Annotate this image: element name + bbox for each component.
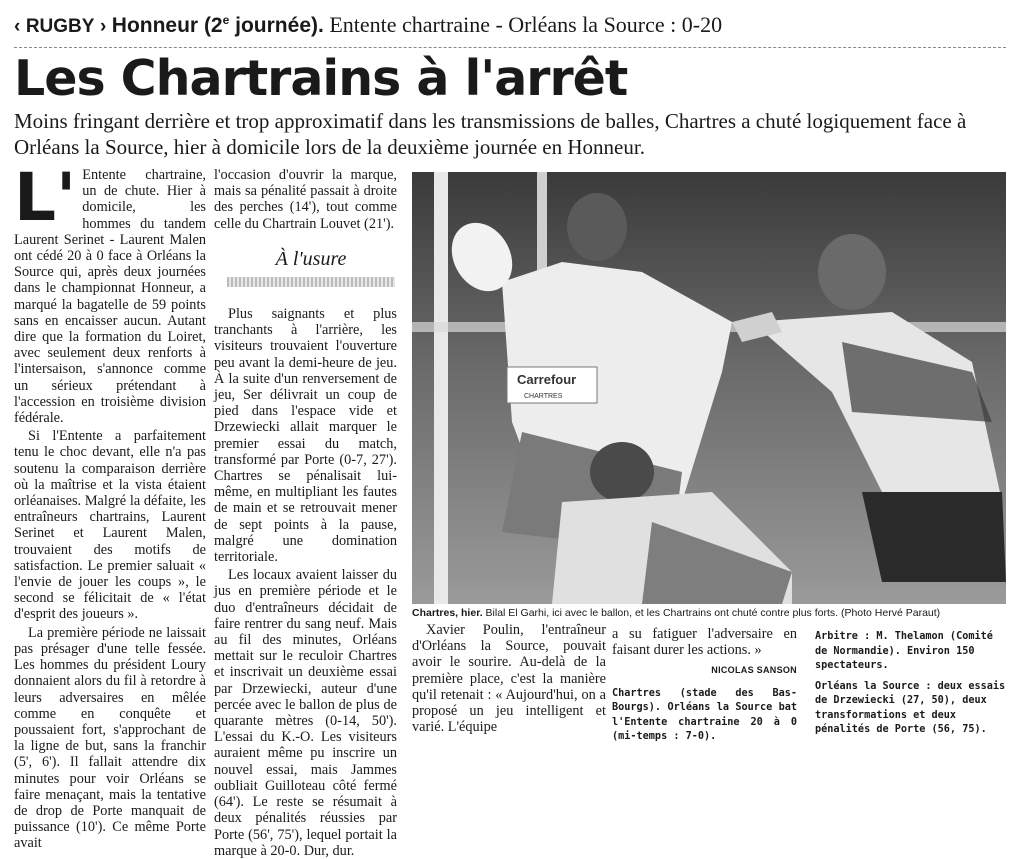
match-label: Entente chartraine - Orléans la Source : 0-20 [329,12,723,37]
match-facts [815,630,1010,744]
paragraph: Si l'Entente a parfaitement tenu le choc devant, elle n'a pas soutenu la comparaison derrière où la maîtrise et la vista étaient orléanaises. Malgré la défaite, les entraîneurs chartrains, Laurent Serinet et Laurent Malen, trouvaient des motifs de satisfaction. Le premier saluait « l'envie de jouer les coups », le second se félicitait de « l'état d'esprit des joueurs ». [14,428,206,623]
section-label: RUGBY [25,16,95,37]
section-chevron-icon: ‹ [14,16,21,37]
caption-text: Bilal El Garhi, ici avec le ballon, et les Chartrains ont chuté contre plus forts. (Photo Hervé Paraut) [482,607,941,619]
chevron-right-icon: › [99,16,107,37]
paragraph: l'occasion d'ouvrir la marque, mais sa pénalité passait à droite des perches (14'), tout comme celle du Chartrain Louvet (21'). [214,167,397,232]
article-column-3 [412,622,606,736]
subhead-box [227,244,395,287]
standfirst: Moins fringant derrière et trop approximatif dans les transmissions de balles, Chartres a chuté logiquement face à Orléans la Source, hier à domicile lors de la deuxième journée en Honneur. [14,109,967,159]
header-divider [14,47,1006,48]
caption-lead: Chartres, hier. [412,607,483,619]
paragraph: Xavier Poulin, l'entraîneur d'Orléans la Source, pouvait avoir le sourire. Au-delà de la première place, c'est la manière qu'il retenait : « Aujourd'hui, on a proposé un jeu intelligent et varié. L'équipe [412,622,606,736]
referee-info: Arbitre : M. Thelamon (Comité de Normandie). Environ 150 spectateurs. [815,631,993,671]
subhead: À l'usure [275,248,347,270]
photo-caption [412,607,1012,619]
match-result: Chartres (stade des Bas-Bourgs). Orléans la Source bat l'Entente chartraine 20 à 0 (mi-temps : 7-0). [612,687,797,743]
subhead-rule [227,277,395,287]
paragraph: La première période ne laissait pas présager d'une telle fessée. Les hommes du président Loury donnaient alors du fil à retordre à leurs adversaires en mêlée comme en conquête et poussaient fort, s'approchant de la ligne de but, sans la franchir (5', 6'). Il fallait attendre dix minutes pour voir Orléans se faire menaçant, mais la tentative de drop de Porte manquait de puissance (10'). Ce même Porte avait [14,624,206,852]
shirt-sponsor: Carrefour [517,372,577,387]
scorers-info: Orléans la Source : deux essais de Drzewiecki (27, 50), deux transformations et deux pénalités de Porte (56, 75). [815,680,1006,735]
article-column-2-top [214,167,397,234]
dropcap: L' [14,159,77,236]
paragraph: Les locaux avaient laisser du jus en première période et le duo d'entraîneurs décidait de faire rentrer du sang neuf. Mais au fil des minutes, Orléans mettait sur le reculoir Chartres et inscrivait un deuxième essai par Drzewiecki, auteur d'une percée avec le ballon de plus de quarante mètres (0-14, 50'). L'essai du K.-O. Les visiteurs auraient même pu inscrire un nouvel essai, mais Jammes oubliait Guilloteau côté fermé (64'). Le reste se résumait à deux pénalités réussies par Porte (56', 75'), lequel portait la marque à 20-0. Dur, dur. [214,567,397,859]
headline: Les Chartrains à l'arrêt [14,50,628,107]
paragraph-intro: Entente chartraine, un de chute. Hier à domicile, les hommes du tandem Laurent Serinet - Laurent Malen ont cédé 20 à 0 face à Orléans la Source qui, après deux journées dans le championnat Honneur, a marqué la bagatelle de 59 points sans en encaisser aucun. Autant dire que la formation du Loiret, avec seulement deux renforts à l'intersaison, s'annonce comme un sérieux prétendant à l'accession en troisième division fédérale. [14,167,206,427]
paragraph: Plus saignants et plus tranchants à l'arrière, les visiteurs trouvaient l'ouverture peu avant la demi-heure de jeu. À la suite d'un renversement de jeu, Ser délivrait un coup de pied dans l'espace vide et Drzewiecki allait marquer le premier essai du match, transformé par Porte (0-7, 27'). Chartres se pénalisait lui-même, en multipliant les fautes de main et se retrouvait mener de sept points à la pause, malgré une domination territoriale. [214,306,397,566]
shirt-sponsor-sub: CHARTRES [524,393,563,400]
article-column-2 [214,306,397,859]
article-column-4 [612,626,797,745]
byline: NICOLAS SANSON [711,665,797,676]
paragraph: a su fatiguer l'adversaire en faisant durer les actions. » [612,626,797,659]
article-column-1 [14,159,206,852]
kicker-line [14,12,1014,44]
competition-label: Honneur (2e journée). [111,13,324,37]
photo-illustration [412,172,1006,604]
match-photo [412,172,1006,604]
